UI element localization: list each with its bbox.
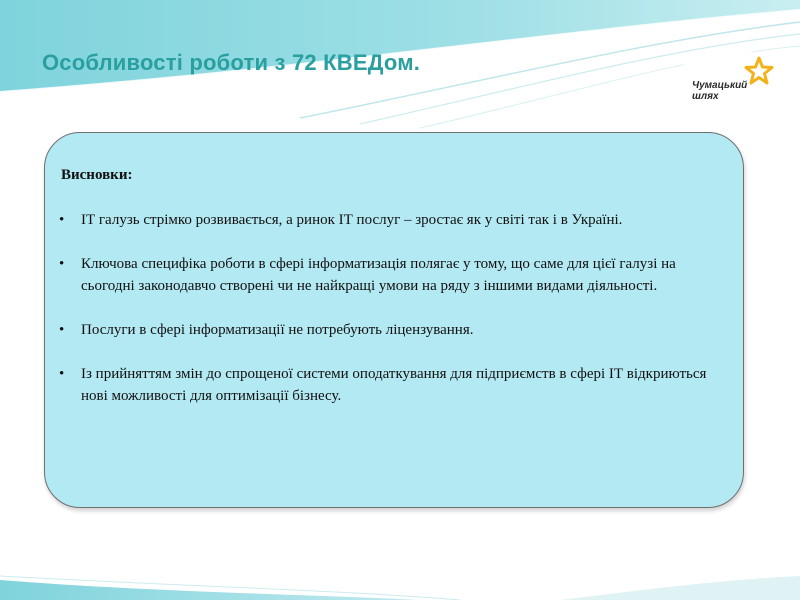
bullet-icon: •	[59, 212, 65, 228]
list-item	[57, 363, 729, 407]
page-title: Особливості роботи з 72 КВЕДом.	[42, 50, 421, 75]
company-logo	[684, 52, 778, 108]
section-heading: Висновки:	[61, 167, 133, 183]
content-box	[44, 132, 744, 508]
list-item-text: ІТ галузь стрімко розвивається, а ринок ІТ послуг – зростає як у світі так і в Україні.	[81, 212, 623, 228]
bullet-icon: •	[59, 256, 65, 272]
star-icon	[744, 56, 774, 86]
conclusions-list	[57, 209, 729, 429]
list-item	[57, 209, 729, 231]
list-item-text: Послуги в сфері інформатизації не потребують ліцензування.	[81, 322, 474, 338]
logo-text-line2: шлях	[692, 91, 719, 102]
logo-text-line1: Чумацький	[692, 80, 748, 91]
bullet-icon: •	[59, 366, 65, 382]
footer-wave-decoration	[0, 520, 800, 600]
list-item	[57, 253, 729, 297]
list-item	[57, 319, 729, 341]
list-item-text: Із прийняттям змін до спрощеної системи оподаткування для підприємств в сфері ІТ відкриються нові можливості для оптимізації бізнесу.	[81, 366, 707, 404]
list-item-text: Ключова специфіка роботи в сфері інформатизація полягає у тому, що саме для цієї галузі на сьогодні законодавчо створені чи не найкращі умови на ряду з іншими видами діяльності.	[81, 256, 676, 294]
logo-text	[692, 80, 747, 102]
bullet-icon: •	[59, 322, 65, 338]
